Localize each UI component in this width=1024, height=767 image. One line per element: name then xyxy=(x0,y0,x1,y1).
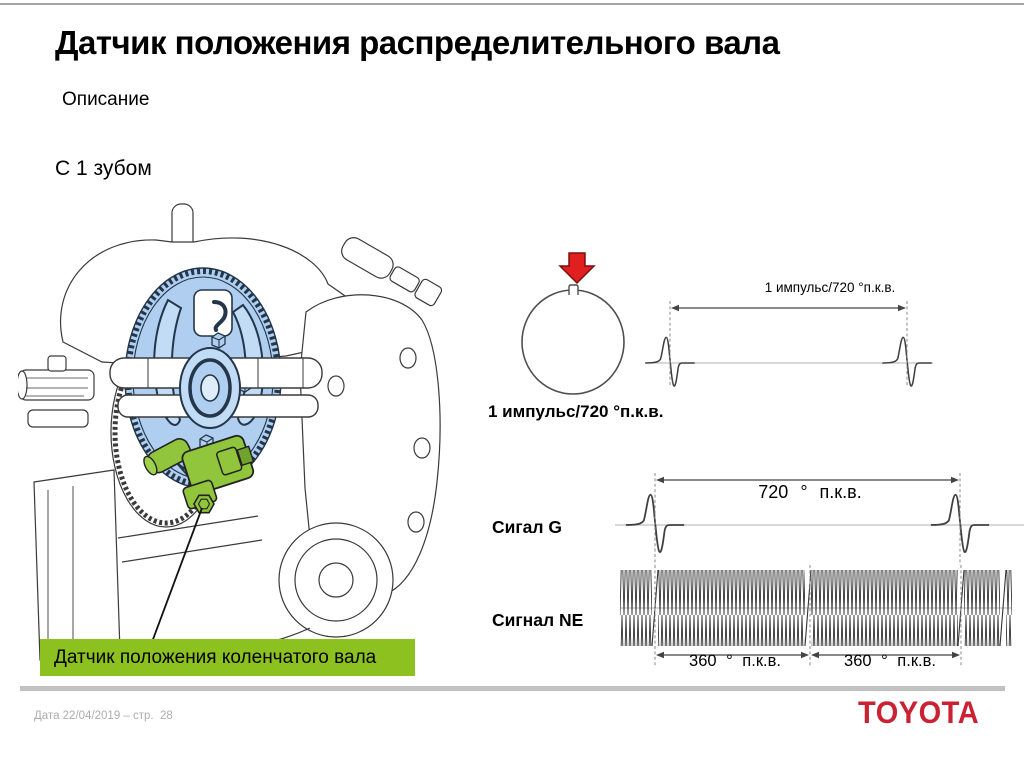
signal-ne-label: Сигнал NE xyxy=(492,610,584,630)
variant-label: С 1 зубом xyxy=(55,157,152,180)
rotor-tooth xyxy=(569,285,578,295)
rotor-caption: 1 импульс/720 °п.к.в. xyxy=(488,402,664,421)
callout-leader-line xyxy=(152,508,202,642)
waveform-1-pulse-per-720 xyxy=(645,301,933,386)
signal-ne-dimension-left: 360 ° п.к.в. xyxy=(689,652,781,670)
signal-g-label: Сигал G xyxy=(492,517,563,537)
camshaft xyxy=(18,356,94,427)
signal-ne-dimension-right: 360 ° п.к.в. xyxy=(844,652,936,670)
pulse-dimension-label: 1 импульс/720 °п.к.в. xyxy=(764,280,896,295)
red-arrow-icon xyxy=(560,253,594,283)
section-subtitle: Описание xyxy=(62,89,150,110)
sensor-bolt xyxy=(194,495,214,512)
timing-rotor xyxy=(522,253,624,394)
footer-date-page: Дата 22/04/2019 – стр. 28 xyxy=(34,710,173,722)
callout-box: Датчик положения коленчатого вала xyxy=(40,639,415,676)
rotor-circle xyxy=(522,290,624,394)
page-title: Датчик положения распределительного вала xyxy=(55,24,780,61)
toyota-logo: TOYOTA xyxy=(858,696,980,731)
engine-illustration xyxy=(18,190,463,692)
signal-g-dimension: 720 ° п.к.в. xyxy=(758,482,862,502)
footer-rule xyxy=(20,686,1005,691)
top-rule xyxy=(0,3,1024,5)
